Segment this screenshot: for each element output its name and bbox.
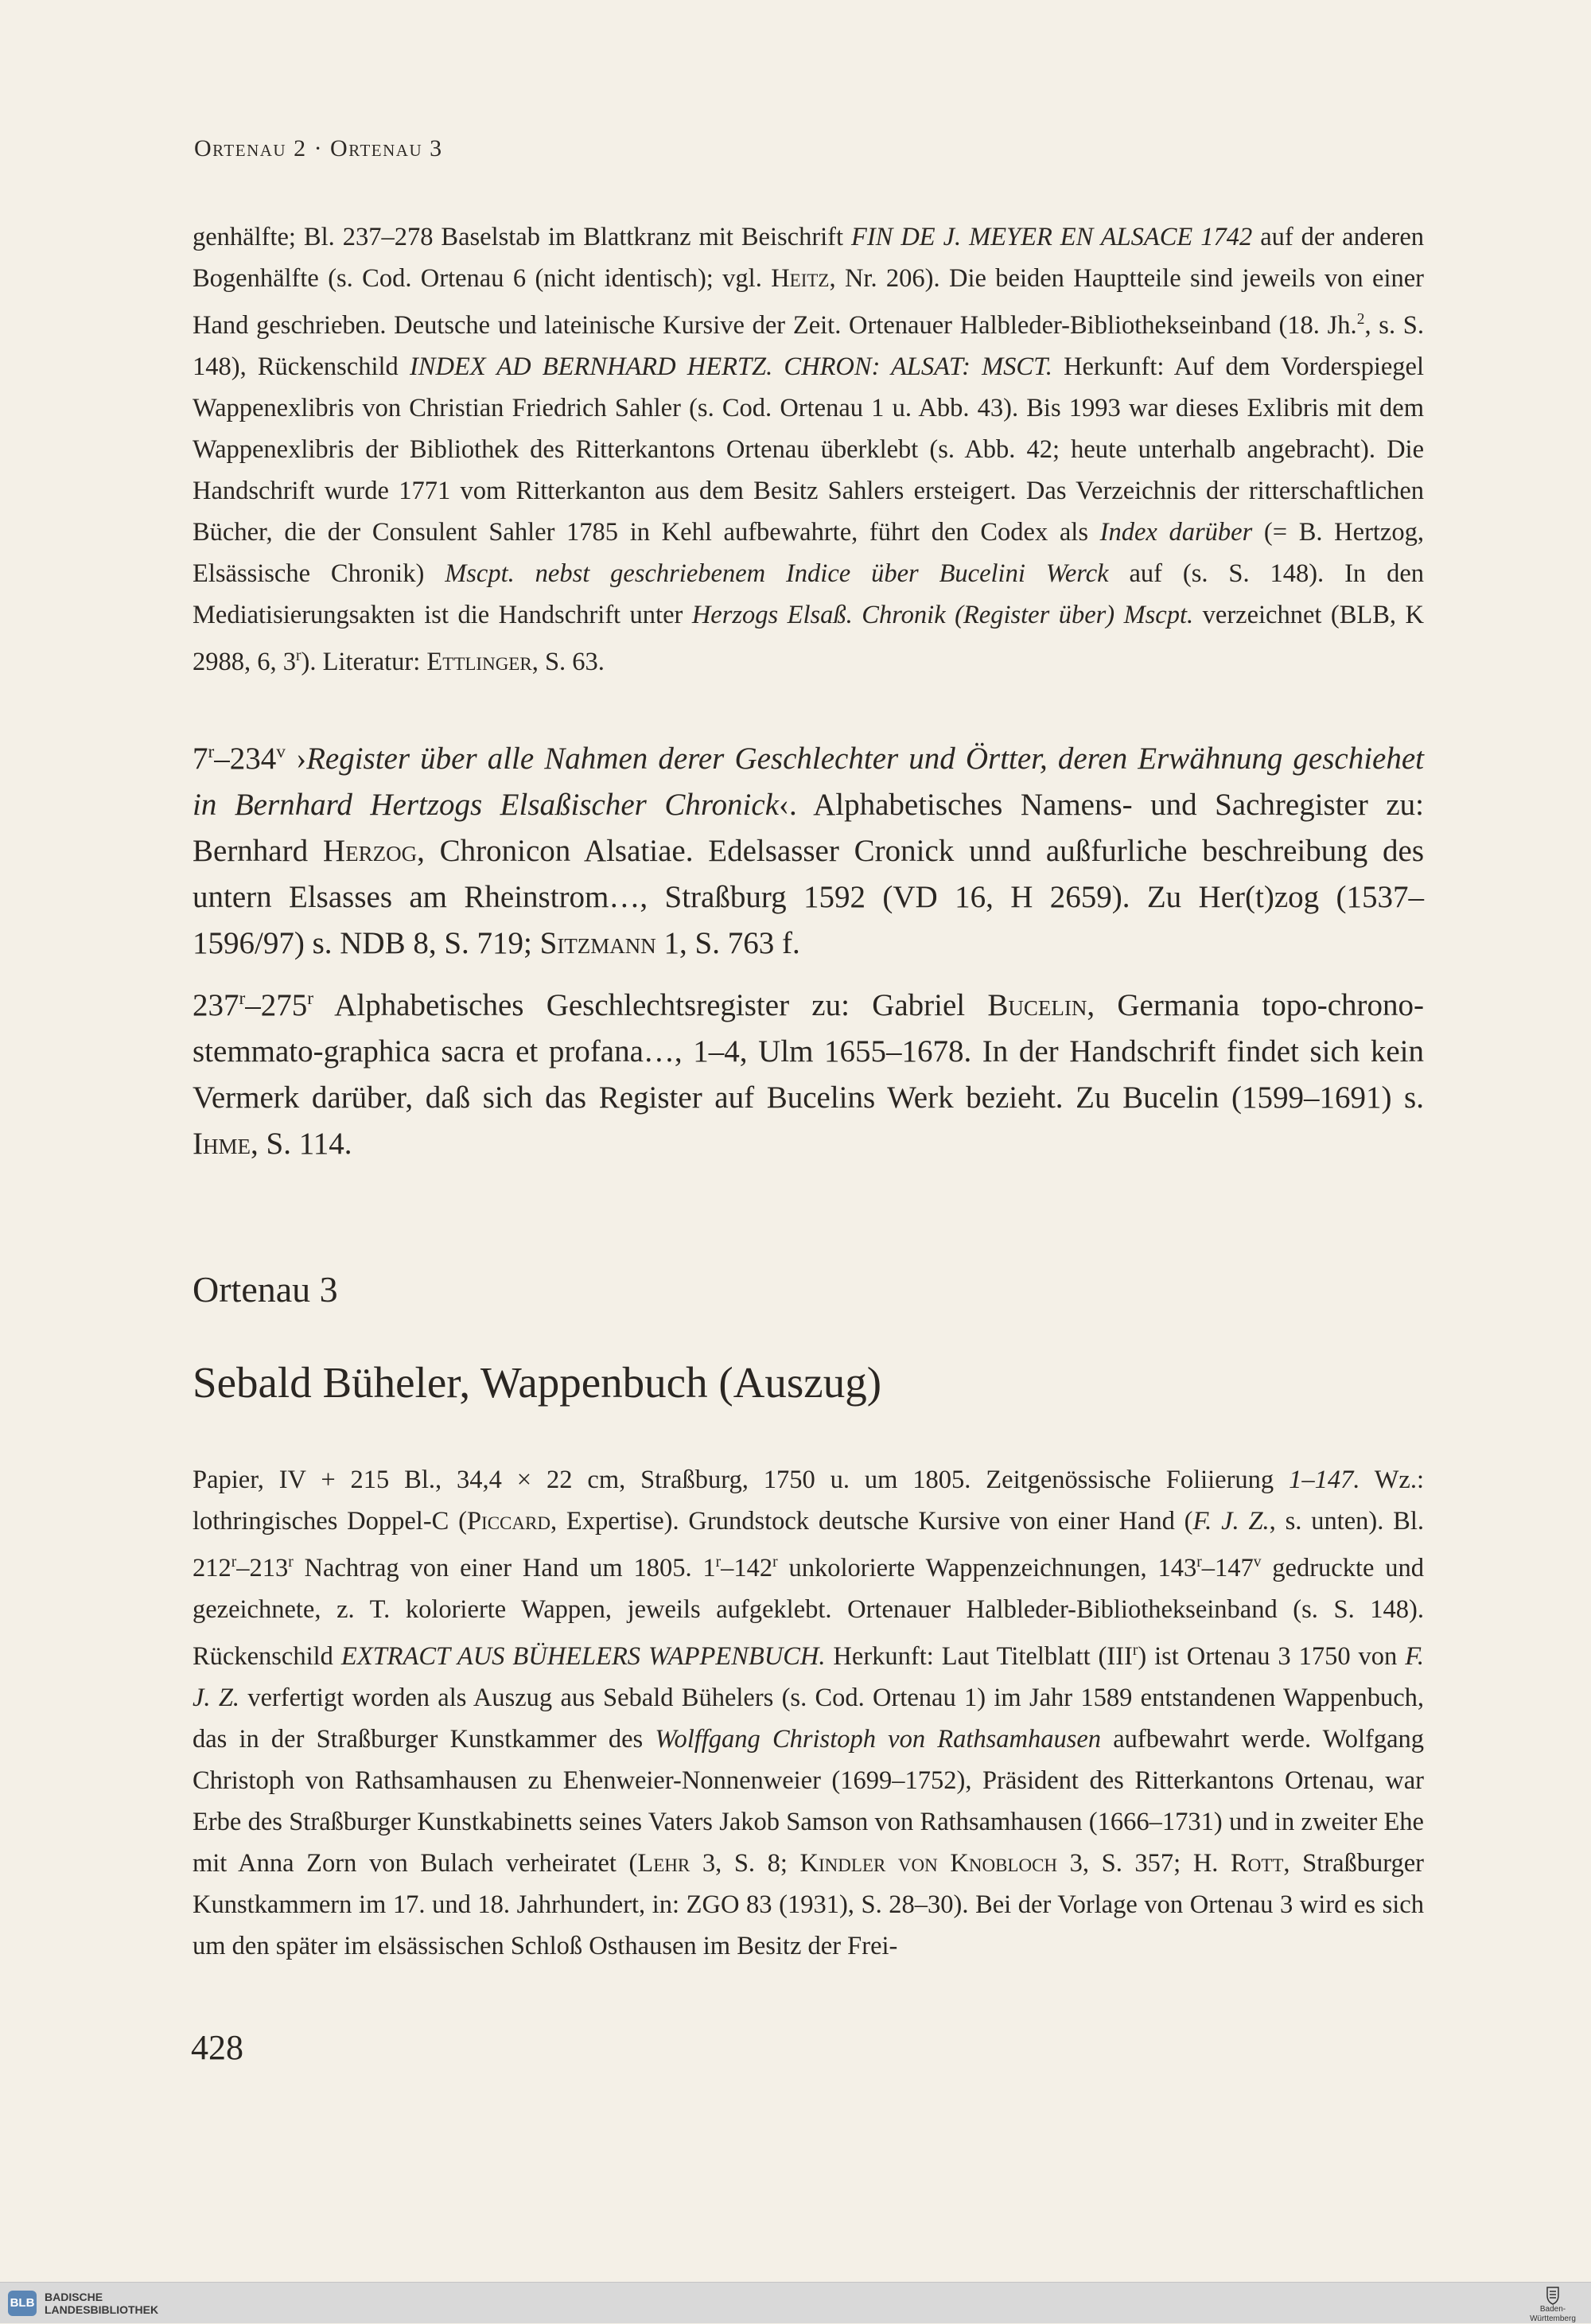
library-name-line-1: BADISCHE xyxy=(45,2291,103,2303)
content-paragraph-geschlechtsregister xyxy=(193,975,1424,1167)
paragraph-text: 7$^r$–234$^v$ ›Register über alle Nahmen derer Geschlechter und Örtter, deren Erwähnung geschiehet in Bernhard Hertzogs Elsaßischer Chronick‹. Alphabetisches Namens- und Sachregister zu: Bernhard Herzog, Chronicon Alsatiae. Edelsasser Cronick unnd außfurliche beschreibung des untern Elsasses am Rheinstrom…, Straßburg 1592 (VD 16, H 2659). Zu Her(t)zog (1537–1596/97) s. NDB 8, S. 719; Sitzmann 1, S. 763 f. xyxy=(193,742,1424,960)
description-paragraph-ortenau-3 xyxy=(193,1459,1424,1967)
paragraph-text: 237$^r$–275$^r$ Alphabetisches Geschlechtsregister zu: Gabriel Bucelin, Germania topo-chrono-stemmato-graphica sacra et profana…, 1–4, Ulm 1655–1678. In der Handschrift findet sich kein Vermerk darüber, daß sich das Register auf Bucelins Werk bezieht. Zu Bucelin (1599–1691) s. Ihme, S. 114. xyxy=(193,988,1424,1161)
running-head: Ortenau 2 · Ortenau 3 xyxy=(194,135,443,162)
baden-wuerttemberg-logo[interactable] xyxy=(1521,2286,1585,2324)
page-number: 428 xyxy=(191,2028,243,2067)
state-name: Baden-Württemberg xyxy=(1530,2305,1576,2323)
section-signature-heading: Ortenau 3 xyxy=(193,1269,338,1310)
library-name-line-2: LANDESBIBLIOTHEK xyxy=(45,2303,159,2316)
paragraph-text: Papier, IV + 215 Bl., 34,4 × 22 cm, Straßburg, 1750 u. um 1805. Zeitgenössische Foliierung 1–147. Wz.: lothringisches Doppel-C (Piccard, Expertise). Grundstock deutsche Kursive von einer Hand (F. J. Z., s. unten). Bl. 212$^r$–213$^r$ Nachtrag von einer Hand um 1805. 1$^r$–142$^r$ unkolorierte Wappenzeichnungen, 143$^r$–147$^v$ gedruckte und gezeichnete, z. T. kolorierte Wappen, jeweils aufgeklebt. Ortenauer Halbleder-Bibliothekseinband (s. S. 148). Rückenschild EXTRACT AUS BÜHELERS WAPPENBUCH. Herkunft: Laut Titelblatt (III$^r$) ist Ortenau 3 1750 von F. J. Z. verfertigt worden als Auszug aus Sebald Bühelers (s. Cod. Ortenau 1) im Jahr 1589 entstandenen Wappenbuch, das in der Straßburger Kunstkammer des Wolffgang Christoph von Rathsamhausen aufbewahrt werde. Wolfgang Christoph von Rathsamhausen zu Ehenweier-Nonnenweier (1699–1752), Präsident des Ritterkantons Ortenau, war Erbe des Straßburger Kunstkabinetts seines Vaters Jakob Samson von Rathsamhausen (1666–1731) und in zweiter Ehe mit Anna Zorn von Bulach verheiratet (Lehr 3, S. 8; Kindler von Knobloch 3, S. 357; H. Rott, Straßburger Kunstkammern im 17. und 18. Jahrhundert, in: ZGO 83 (1931), S. 28–30). Bei der Vorlage von Ortenau 3 wird es sich um den später im elsässischen Schloß Osthausen im Besitz der Frei- xyxy=(193,1466,1425,1960)
library-name[interactable] xyxy=(45,2291,158,2316)
content-paragraph-register xyxy=(193,729,1424,967)
blb-logo-icon[interactable]: BLB xyxy=(8,2291,37,2316)
section-title-heading: Sebald Büheler, Wappenbuch (Auszug) xyxy=(193,1358,882,1407)
coat-of-arms-icon xyxy=(1546,2286,1560,2305)
viewer-footer-bar xyxy=(0,2282,1591,2323)
paragraph-text: genhälfte; Bl. 237–278 Baselstab im Blattkranz mit Beischrift FIN DE J. MEYER EN ALSACE 1742 auf der anderen Bogenhälfte (s. Cod. Ortenau 6 (nicht identisch); vgl. Heitz, Nr. 206). Die beiden Hauptteile sind jeweils von einer Hand geschrieben. Deutsche und lateinische Kursive der Zeit. Ortenauer Halbleder-Bibliothekseinband (18. Jh.$^2$, s. S. 148), Rückenschild INDEX AD BERNHARD HERTZ. CHRON: ALSAT: MSCT. Herkunft: Auf dem Vorderspiegel Wappenexlibris von Christian Friedrich Sahler (s. Cod. Ortenau 1 u. Abb. 43). Bis 1993 war dieses Exlibris mit dem Wappenexlibris der Bibliothek des Ritterkantons Ortenau überklebt (s. Abb. 42; heute unterhalb angebracht). Die Handschrift wurde 1771 vom Ritterkanton aus dem Besitz Sahlers ersteigert. Das Verzeichnis der ritterschaftlichen Bücher, die der Consulent Sahler 1785 in Kehl aufbewahrte, führt den Codex als Index darüber (= B. Hertzog, Elsässische Chronik) Mscpt. nebst geschriebenem Indice über Bucelini Werck auf (s. S. 148). In den Mediatisierungsakten ist die Handschrift unter Herzogs Elsaß. Chronik (Register über) Mscpt. verzeichnet (BLB, K 2988, 6, 3$^r$). Literatur: Ettlinger, S. 63. xyxy=(193,223,1424,676)
description-paragraph-ortenau-2 xyxy=(193,216,1424,683)
